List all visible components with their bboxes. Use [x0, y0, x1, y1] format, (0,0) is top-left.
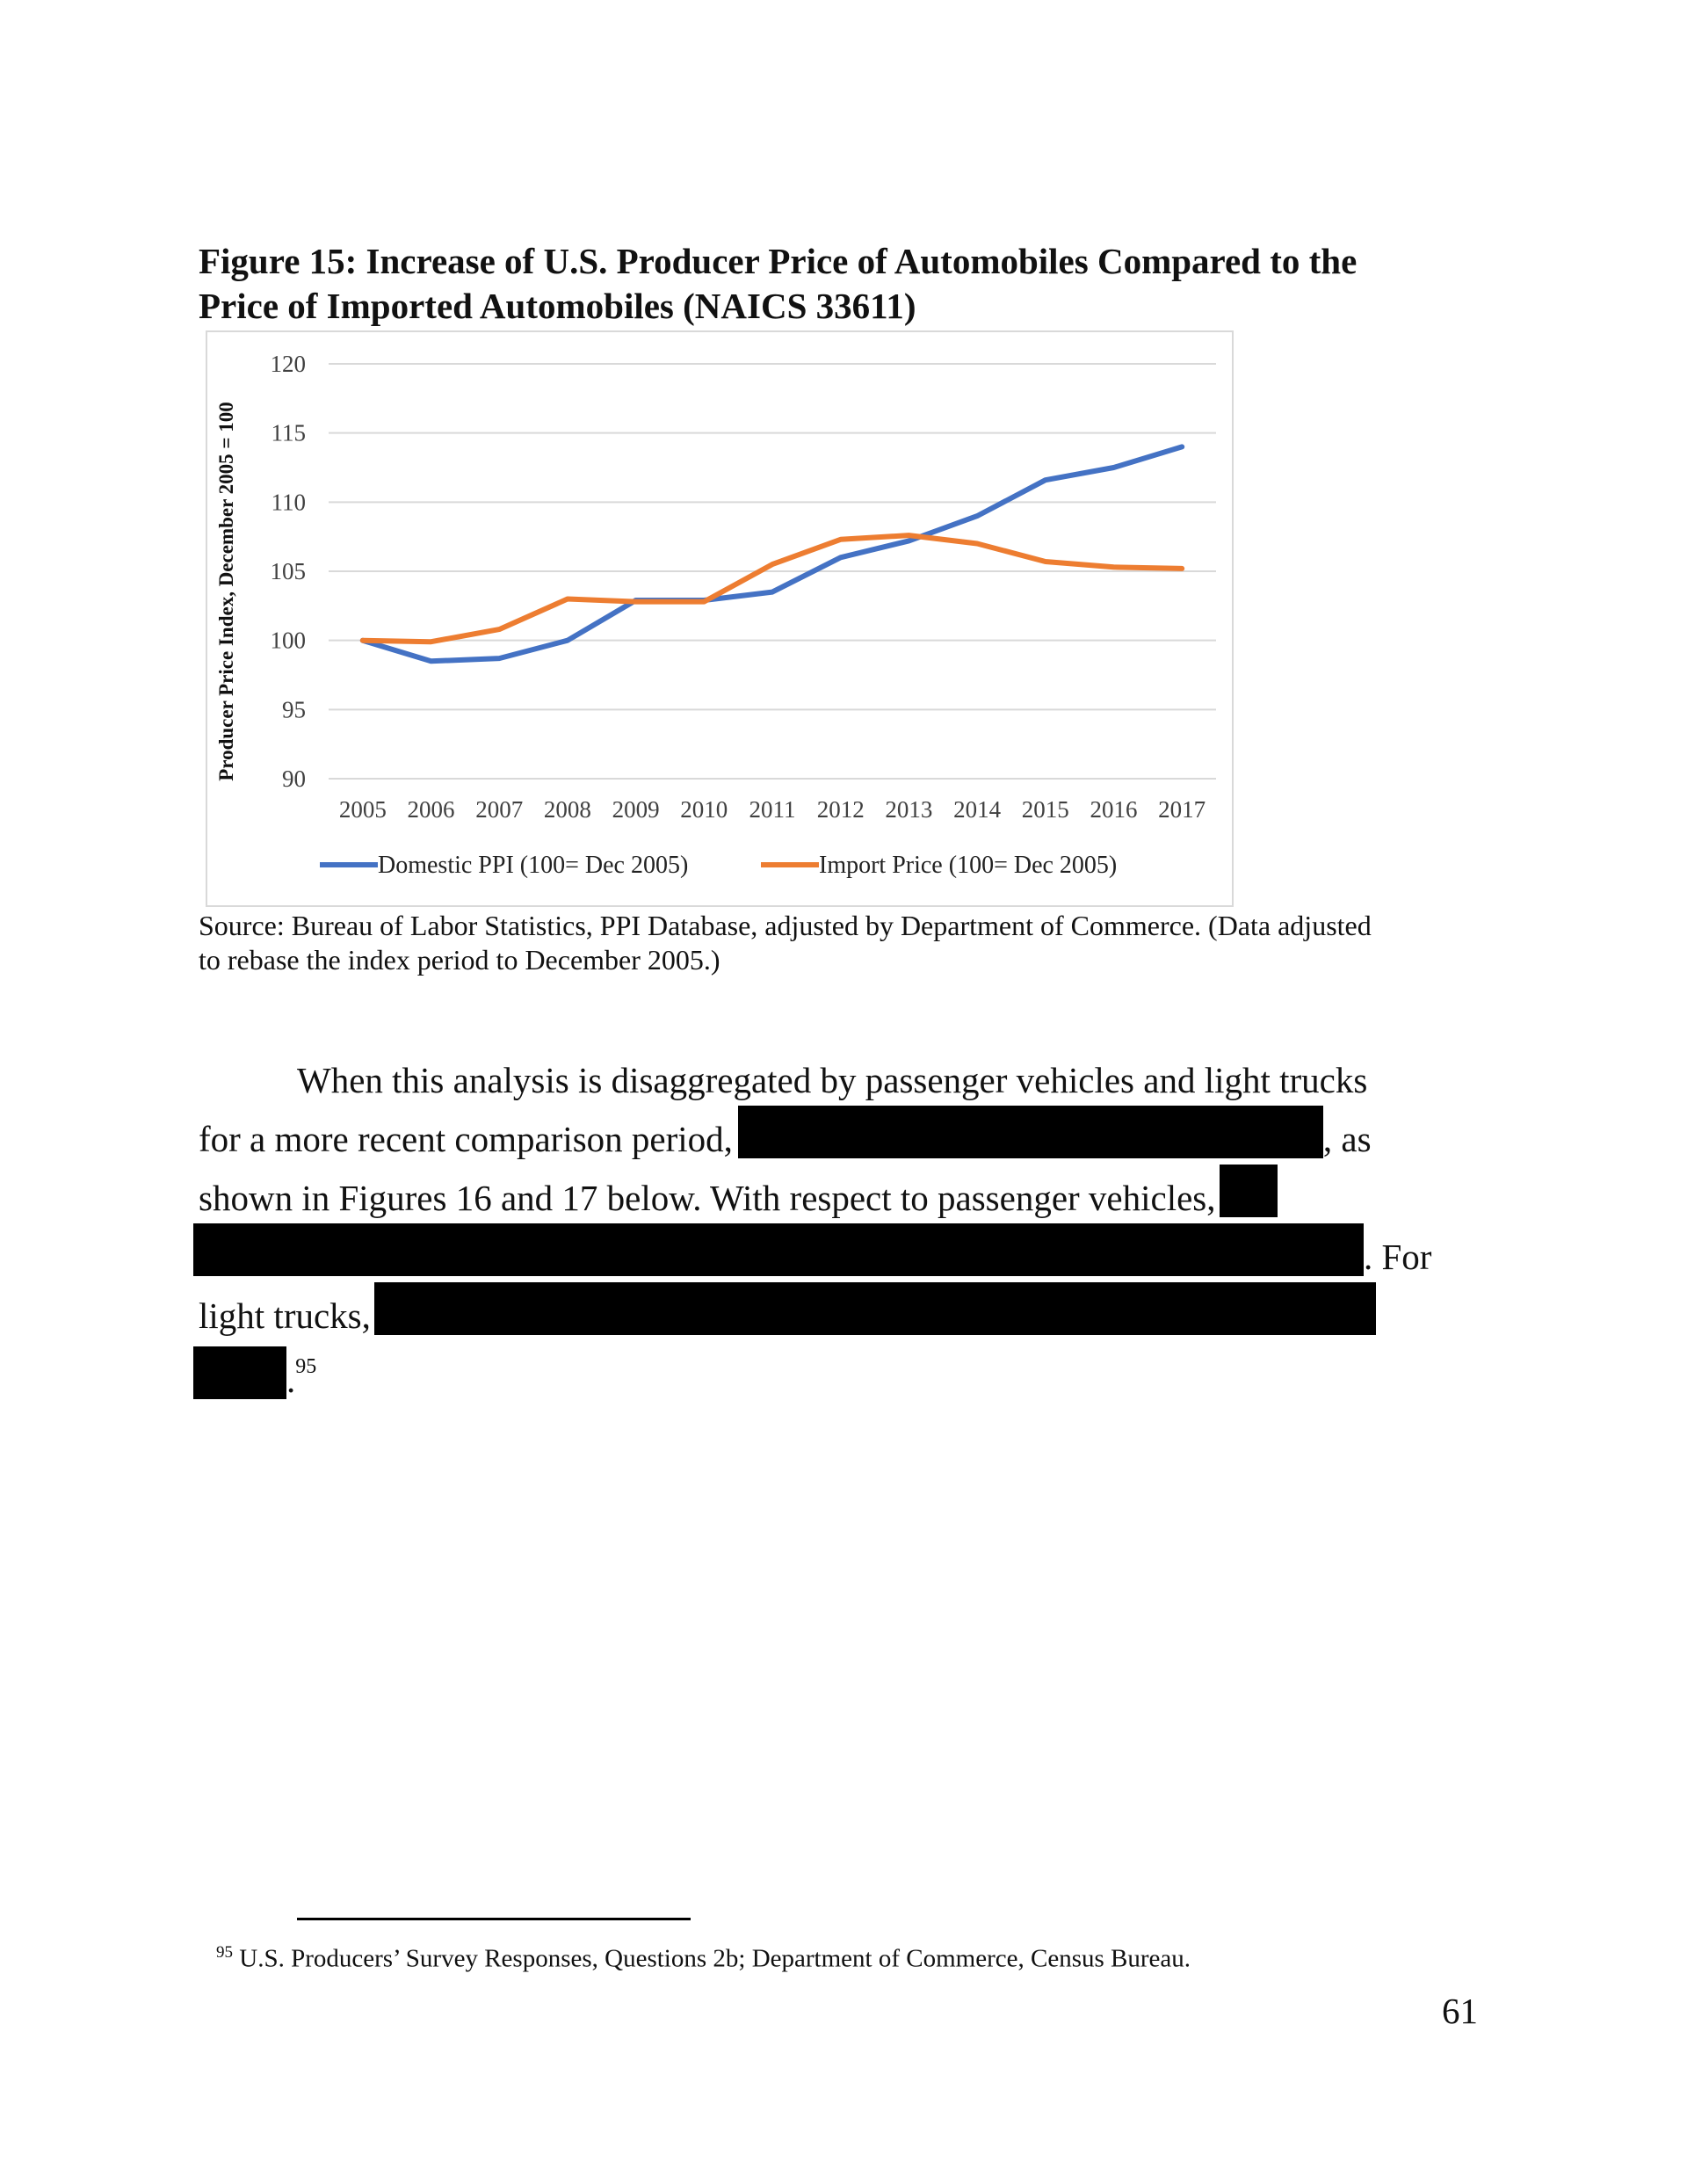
y-tick-label: 95 [282, 696, 306, 723]
x-tick-label: 2017 [1158, 796, 1206, 823]
redaction-block [374, 1282, 1376, 1335]
y-axis-title: Producer Price Index, December 2005 = 100 [215, 402, 237, 781]
redaction-block [193, 1223, 1364, 1276]
figure-title-line-1: Figure 15: Increase of U.S. Producer Price of Automobiles Compared to the [199, 241, 1358, 281]
x-tick-label: 2010 [680, 796, 728, 823]
figure-title-line-2: Price of Imported Automobiles (NAICS 33611) [199, 286, 916, 326]
x-tick-label: 2011 [749, 796, 796, 823]
y-tick-label: 105 [270, 558, 306, 584]
x-tick-label: 2008 [543, 796, 591, 823]
paragraph-line-6 [193, 1341, 1455, 1405]
footnote-marker: . [286, 1360, 296, 1400]
paragraph-line-2-start: for a more recent comparison period, [199, 1119, 733, 1159]
paragraph-line-4-end: . For [1364, 1237, 1432, 1277]
x-tick-label: 2015 [1021, 796, 1069, 823]
legend-label: Import Price (100= Dec 2005) [819, 852, 1118, 879]
body-paragraph [199, 1055, 1455, 1405]
paragraph-line-2 [199, 1106, 1455, 1165]
footnote-number: 95 [216, 1943, 233, 1962]
figure-title [199, 239, 1517, 329]
x-tick-label: 2005 [338, 796, 387, 823]
x-tick-label: 2012 [816, 796, 865, 823]
footnote [216, 1937, 1191, 1975]
line-chart [206, 330, 1234, 907]
paragraph-line-5 [199, 1282, 1455, 1341]
paragraph-line-3-text: shown in Figures 16 and 17 below. With respect to passenger vehicles, [199, 1178, 1216, 1218]
redaction-block [738, 1106, 1323, 1158]
series-line-import-price [363, 535, 1182, 642]
y-tick-label: 110 [271, 489, 306, 516]
footnote-reference[interactable]: 95 [295, 1355, 317, 1378]
paragraph-line-1: When this analysis is disaggregated by passenger vehicles and light trucks [297, 1060, 1368, 1100]
paragraph-line-4 [193, 1223, 1455, 1282]
x-tick-label: 2016 [1090, 796, 1138, 823]
chart-canvas [207, 332, 1235, 909]
paragraph-line-2-end: , as [1322, 1119, 1372, 1159]
redaction-block [193, 1346, 286, 1399]
x-tick-label: 2009 [612, 796, 660, 823]
redaction-block [1220, 1165, 1278, 1217]
x-tick-label: 2013 [885, 796, 933, 823]
legend-label: Domestic PPI (100= Dec 2005) [378, 852, 689, 879]
y-tick-label: 120 [270, 351, 306, 377]
footnote-separator [297, 1918, 691, 1920]
paragraph-line-5-start: light trucks, [199, 1295, 371, 1336]
figure-source [199, 909, 1508, 977]
y-tick-label: 90 [282, 765, 306, 792]
series-line-domestic-ppi [363, 446, 1182, 661]
y-tick-label: 100 [270, 627, 306, 654]
y-tick-label: 115 [271, 419, 306, 446]
x-tick-label: 2007 [475, 796, 524, 823]
source-line-2: to rebase the index period to December 2005.) [199, 944, 720, 976]
source-line-1: Source: Bureau of Labor Statistics, PPI Database, adjusted by Department of Commerce. (Data adjusted [199, 910, 1372, 941]
footnote-text: U.S. Producers’ Survey Responses, Questions 2b; Department of Commerce, Census Bureau. [239, 1944, 1191, 1973]
paragraph-line-3 [199, 1165, 1455, 1223]
x-tick-label: 2014 [953, 796, 1002, 823]
page-number: 61 [1442, 1991, 1478, 2031]
x-tick-label: 2006 [407, 796, 455, 823]
